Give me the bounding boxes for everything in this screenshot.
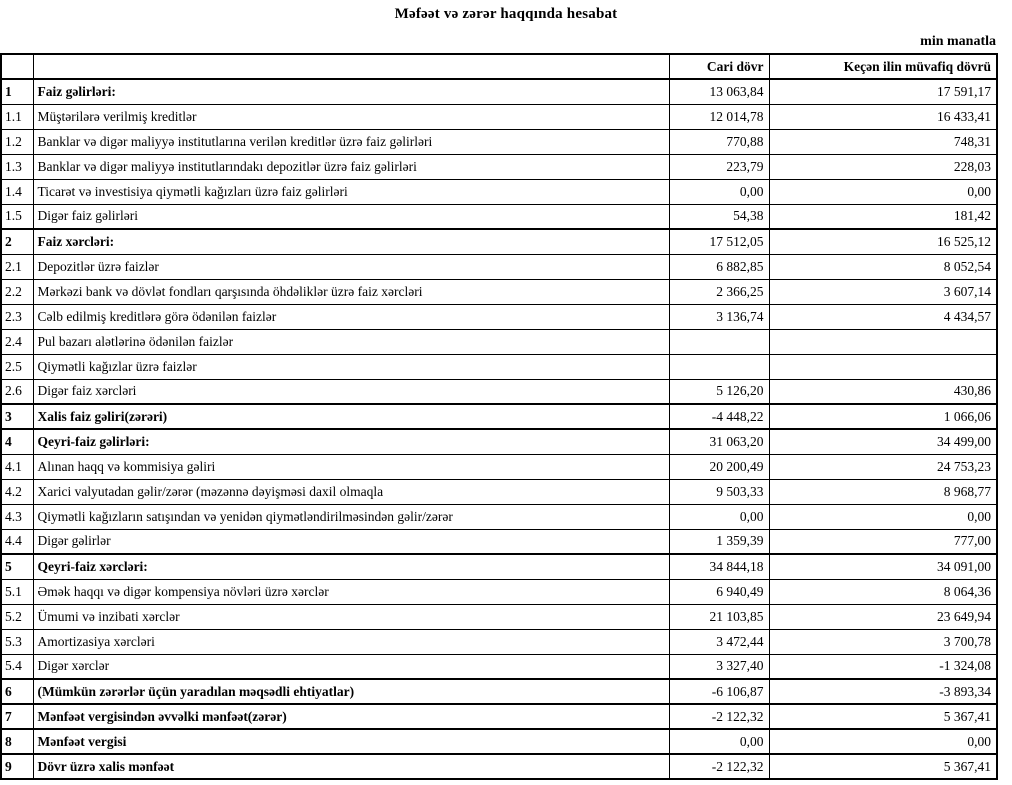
table-row [1,379,997,404]
current-period-value [669,354,769,379]
row-number: 5.2 [1,604,33,629]
table-row [1,754,997,779]
row-label: Digər faiz gəlirləri [33,204,669,229]
current-period-value: 3 472,44 [669,629,769,654]
current-period-value: 13 063,84 [669,79,769,104]
table-row [1,554,997,579]
table-row [1,579,997,604]
row-number: 5.4 [1,654,33,679]
current-period-value: 9 503,33 [669,479,769,504]
previous-period-value: 8 052,54 [769,254,997,279]
row-label: Amortizasiya xərcləri [33,629,669,654]
previous-period-value: 0,00 [769,504,997,529]
row-label: Digər faiz xərcləri [33,379,669,404]
table-row [1,504,997,529]
previous-period-value: 16 525,12 [769,229,997,254]
previous-period-value: 181,42 [769,204,997,229]
table-row [1,454,997,479]
current-period-value: -6 106,87 [669,679,769,704]
row-number: 2.1 [1,254,33,279]
row-label: Qiymətli kağızlar üzrə faizlər [33,354,669,379]
profit-loss-table [0,53,998,780]
previous-period-value: 430,86 [769,379,997,404]
row-label: Mənfəət vergisi [33,729,669,754]
row-label: Depozitlər üzrə faizlər [33,254,669,279]
row-number: 5.1 [1,579,33,604]
previous-period-value [769,354,997,379]
table-row [1,704,997,729]
previous-period-value: 3 700,78 [769,629,997,654]
table-row [1,329,997,354]
row-label: Xalis faiz gəliri(zərəri) [33,404,669,429]
previous-period-value: 0,00 [769,729,997,754]
previous-period-value: 8 968,77 [769,479,997,504]
current-period-value: 6 882,85 [669,254,769,279]
row-label: Cəlb edilmiş kreditlərə görə ödənilən faizlər [33,304,669,329]
table-row [1,104,997,129]
current-period-value: 34 844,18 [669,554,769,579]
table-row [1,229,997,254]
current-period-value: 21 103,85 [669,604,769,629]
previous-period-value: 748,31 [769,129,997,154]
row-label: Qeyri-faiz gəlirləri: [33,429,669,454]
previous-period-value: 777,00 [769,529,997,554]
previous-period-value: 228,03 [769,154,997,179]
current-period-value: 2 366,25 [669,279,769,304]
page-title: Məfəət və zərər haqqında hesabat [394,6,618,22]
current-period-value: -2 122,32 [669,754,769,779]
current-period-value: -4 448,22 [669,404,769,429]
current-period-value: 1 359,39 [669,529,769,554]
header-description [33,54,669,79]
row-label: Banklar və digər maliyyə institutlarındakı depozitlər üzrə faiz gəlirləri [33,154,669,179]
row-number: 2.3 [1,304,33,329]
table-row [1,179,997,204]
row-number: 1.1 [1,104,33,129]
previous-period-value: -1 324,08 [769,654,997,679]
row-number: 4.3 [1,504,33,529]
row-number: 3 [1,404,33,429]
table-row [1,654,997,679]
table-row [1,354,997,379]
table-row [1,479,997,504]
row-number: 1.5 [1,204,33,229]
row-number: 5.3 [1,629,33,654]
row-label: Faiz gəlirləri: [33,79,669,104]
row-number: 2.6 [1,379,33,404]
units-label: min manatla [920,34,996,49]
table-row [1,79,997,104]
table-row [1,304,997,329]
row-label: Faiz xərcləri: [33,229,669,254]
row-label: Əmək haqqı və digər kompensiya növləri üzrə xərclər [33,579,669,604]
row-number: 1.2 [1,129,33,154]
header-current-period: Cari dövr [669,54,769,79]
header-row-number [1,54,33,79]
row-label: Xarici valyutadan gəlir/zərər (məzənnə dəyişməsi daxil olmaqla [33,479,669,504]
table-row [1,679,997,704]
table-row [1,204,997,229]
previous-period-value: 5 367,41 [769,754,997,779]
row-label: Pul bazarı alətlərinə ödənilən faizlər [33,329,669,354]
row-label: Qeyri-faiz xərcləri: [33,554,669,579]
table-row [1,154,997,179]
row-number: 7 [1,704,33,729]
row-label: (Mümkün zərərlər üçün yaradılan məqsədli ehtiyatlar) [33,679,669,704]
table-row [1,429,997,454]
table-row [1,529,997,554]
previous-period-value: 17 591,17 [769,79,997,104]
row-label: Mərkəzi bank və dövlət fondları qarşısında öhdəliklər üzrə faiz xərcləri [33,279,669,304]
current-period-value: 223,79 [669,154,769,179]
row-number: 4.2 [1,479,33,504]
previous-period-value: 1 066,06 [769,404,997,429]
row-label: Banklar və digər maliyyə institutlarına verilən kreditlər üzrə faiz gəlirləri [33,129,669,154]
table-row [1,279,997,304]
table-body [1,79,997,779]
previous-period-value: 5 367,41 [769,704,997,729]
previous-period-value: 23 649,94 [769,604,997,629]
row-label: Müştərilərə verilmiş kreditlər [33,104,669,129]
current-period-value: 12 014,78 [669,104,769,129]
row-label: Dövr üzrə xalis mənfəət [33,754,669,779]
current-period-value: 770,88 [669,129,769,154]
current-period-value: 20 200,49 [669,454,769,479]
current-period-value: 6 940,49 [669,579,769,604]
header-row [1,54,997,79]
previous-period-value: 0,00 [769,179,997,204]
previous-period-value: 34 091,00 [769,554,997,579]
row-label: Ticarət və investisiya qiymətli kağızları üzrə faiz gəlirləri [33,179,669,204]
row-number: 8 [1,729,33,754]
row-label: Ümumi və inzibati xərclər [33,604,669,629]
table-row [1,604,997,629]
row-number: 1 [1,79,33,104]
row-label: Mənfəət vergisindən əvvəlki mənfəət(zərər) [33,704,669,729]
row-label: Digər gəlirlər [33,529,669,554]
table-row [1,129,997,154]
row-number: 2.5 [1,354,33,379]
table-row [1,254,997,279]
current-period-value: 3 327,40 [669,654,769,679]
row-label: Alınan haqq və kommisiya gəliri [33,454,669,479]
current-period-value: 0,00 [669,179,769,204]
row-number: 9 [1,754,33,779]
previous-period-value: 34 499,00 [769,429,997,454]
row-number: 1.4 [1,179,33,204]
row-number: 1.3 [1,154,33,179]
current-period-value: 5 126,20 [669,379,769,404]
row-number: 2.2 [1,279,33,304]
previous-period-value: 8 064,36 [769,579,997,604]
header-previous-period: Keçən ilin müvafiq dövrü [769,54,997,79]
row-number: 2 [1,229,33,254]
previous-period-value: 4 434,57 [769,304,997,329]
previous-period-value [769,329,997,354]
row-number: 6 [1,679,33,704]
table-row [1,629,997,654]
previous-period-value: 24 753,23 [769,454,997,479]
table-row [1,404,997,429]
previous-period-value: 16 433,41 [769,104,997,129]
current-period-value: -2 122,32 [669,704,769,729]
row-label: Digər xərclər [33,654,669,679]
previous-period-value: -3 893,34 [769,679,997,704]
current-period-value: 3 136,74 [669,304,769,329]
current-period-value: 0,00 [669,504,769,529]
current-period-value [669,329,769,354]
current-period-value: 54,38 [669,204,769,229]
row-label: Qiymətli kağızların satışından və yenidən qiymətləndirilməsindən gəlir/zərər [33,504,669,529]
previous-period-value: 3 607,14 [769,279,997,304]
row-number: 2.4 [1,329,33,354]
current-period-value: 31 063,20 [669,429,769,454]
row-number: 5 [1,554,33,579]
row-number: 4 [1,429,33,454]
current-period-value: 17 512,05 [669,229,769,254]
row-number: 4.1 [1,454,33,479]
table-row [1,729,997,754]
row-number: 4.4 [1,529,33,554]
current-period-value: 0,00 [669,729,769,754]
